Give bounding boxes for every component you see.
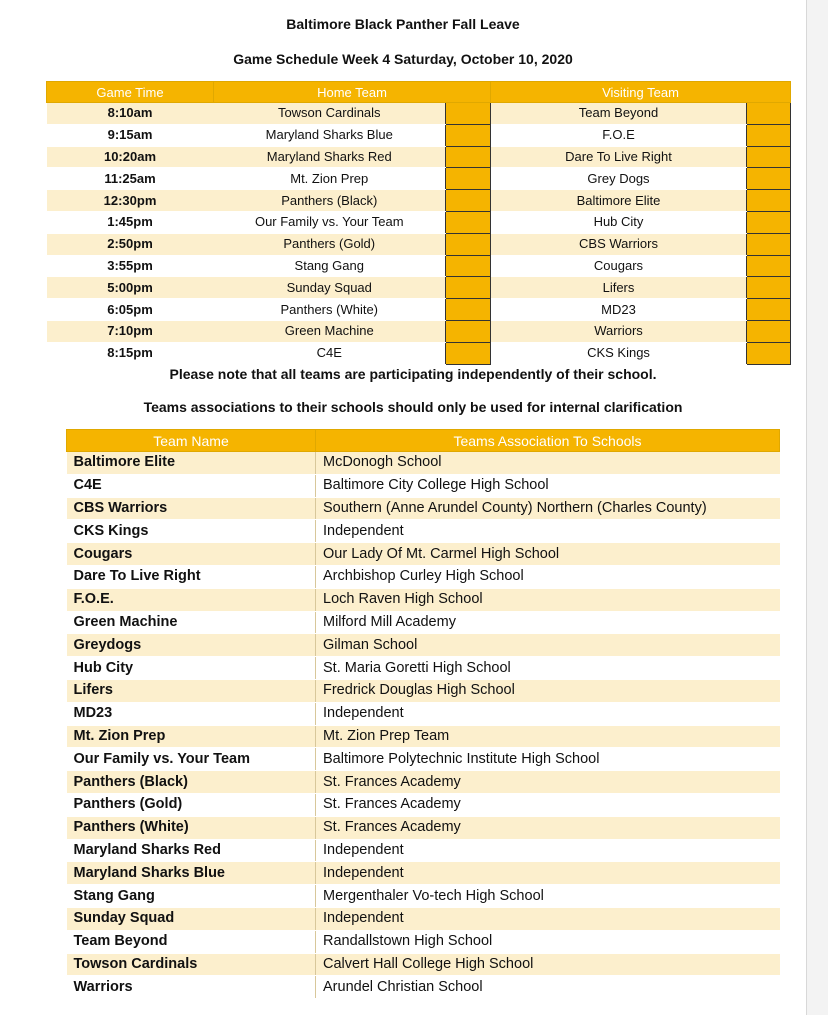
schedule-row bbox=[47, 190, 791, 212]
association-row bbox=[67, 679, 780, 702]
school-association: St. Frances Academy bbox=[316, 816, 780, 839]
association-row bbox=[67, 885, 780, 908]
header-team-name: Team Name bbox=[67, 430, 316, 452]
visiting-score-box bbox=[747, 342, 791, 364]
visiting-team: Cougars bbox=[491, 255, 747, 277]
game-time: 8:15pm bbox=[47, 342, 214, 364]
game-time: 12:30pm bbox=[47, 190, 214, 212]
school-association: Independent bbox=[316, 839, 780, 862]
header-home-team: Home Team bbox=[214, 82, 491, 103]
association-row bbox=[67, 634, 780, 657]
school-association: Baltimore City College High School bbox=[316, 474, 780, 497]
schedule-row bbox=[47, 211, 791, 233]
association-row bbox=[67, 474, 780, 497]
schedule-row bbox=[47, 168, 791, 190]
school-association: Independent bbox=[316, 702, 780, 725]
school-association: Randallstown High School bbox=[316, 930, 780, 953]
school-association: Loch Raven High School bbox=[316, 588, 780, 611]
home-score-box bbox=[446, 320, 491, 342]
school-association: Mt. Zion Prep Team bbox=[316, 725, 780, 748]
home-score-box bbox=[446, 124, 491, 146]
schedule-row bbox=[47, 299, 791, 321]
team-name: Stang Gang bbox=[67, 885, 316, 908]
home-score-box bbox=[446, 190, 491, 212]
home-score-box bbox=[446, 233, 491, 255]
association-row bbox=[67, 839, 780, 862]
home-score-box bbox=[446, 168, 491, 190]
visiting-team: MD23 bbox=[491, 299, 747, 321]
visiting-score-box bbox=[747, 277, 791, 299]
visiting-team: F.O.E bbox=[491, 124, 747, 146]
league-title: Baltimore Black Panther Fall Leave bbox=[286, 16, 520, 32]
school-association: St. Frances Academy bbox=[316, 771, 780, 794]
visiting-score-box bbox=[747, 320, 791, 342]
home-team: Our Family vs. Your Team bbox=[214, 211, 446, 233]
school-association: Independent bbox=[316, 862, 780, 885]
school-association: McDonogh School bbox=[316, 452, 780, 475]
game-time: 3:55pm bbox=[47, 255, 214, 277]
school-association: Independent bbox=[316, 520, 780, 543]
schedule-row bbox=[47, 320, 791, 342]
school-association: Calvert Hall College High School bbox=[316, 953, 780, 976]
home-team: C4E bbox=[214, 342, 446, 364]
team-name: Hub City bbox=[67, 657, 316, 680]
visiting-score-box bbox=[747, 299, 791, 321]
team-name: Panthers (White) bbox=[67, 816, 316, 839]
header-game-time: Game Time bbox=[47, 82, 214, 103]
visiting-score-box bbox=[747, 168, 791, 190]
home-team: Mt. Zion Prep bbox=[214, 168, 446, 190]
team-name: Maryland Sharks Blue bbox=[67, 862, 316, 885]
team-name: Green Machine bbox=[67, 611, 316, 634]
visiting-team: Hub City bbox=[491, 211, 747, 233]
school-association: St. Maria Goretti High School bbox=[316, 657, 780, 680]
game-time: 2:50pm bbox=[47, 233, 214, 255]
school-association: Gilman School bbox=[316, 634, 780, 657]
association-row bbox=[67, 611, 780, 634]
visiting-team: Dare To Live Right bbox=[491, 146, 747, 168]
team-name: Lifers bbox=[67, 679, 316, 702]
visiting-team: Team Beyond bbox=[491, 103, 747, 125]
school-association: Mergenthaler Vo-tech High School bbox=[316, 885, 780, 908]
association-row bbox=[67, 565, 780, 588]
visiting-score-box bbox=[747, 255, 791, 277]
team-name: F.O.E. bbox=[67, 588, 316, 611]
visiting-team: Grey Dogs bbox=[491, 168, 747, 190]
team-name: Maryland Sharks Red bbox=[67, 839, 316, 862]
game-time: 10:20am bbox=[47, 146, 214, 168]
team-name: Towson Cardinals bbox=[67, 953, 316, 976]
independence-note: Please note that all teams are participating independently of their school. bbox=[169, 366, 657, 382]
game-time: 5:00pm bbox=[47, 277, 214, 299]
association-row bbox=[67, 976, 780, 999]
game-time: 11:25am bbox=[47, 168, 214, 190]
header-school-association: Teams Association To Schools bbox=[316, 430, 780, 452]
association-row bbox=[67, 748, 780, 771]
home-score-box bbox=[446, 146, 491, 168]
schedule-row bbox=[47, 146, 791, 168]
home-team: Panthers (Gold) bbox=[214, 233, 446, 255]
association-row bbox=[67, 657, 780, 680]
school-association: Milford Mill Academy bbox=[316, 611, 780, 634]
game-time: 8:10am bbox=[47, 103, 214, 125]
home-team: Stang Gang bbox=[214, 255, 446, 277]
home-score-box bbox=[446, 211, 491, 233]
game-time: 1:45pm bbox=[47, 211, 214, 233]
association-row bbox=[67, 520, 780, 543]
clarification-note: Teams associations to their schools should only be used for internal clarification bbox=[143, 399, 683, 415]
game-time: 7:10pm bbox=[47, 320, 214, 342]
association-row bbox=[67, 543, 780, 566]
association-row bbox=[67, 816, 780, 839]
game-time: 9:15am bbox=[47, 124, 214, 146]
association-row bbox=[67, 907, 780, 930]
home-team: Maryland Sharks Red bbox=[214, 146, 446, 168]
home-team: Sunday Squad bbox=[214, 277, 446, 299]
home-score-box bbox=[446, 255, 491, 277]
association-row bbox=[67, 497, 780, 520]
visiting-score-box bbox=[747, 124, 791, 146]
association-row bbox=[67, 953, 780, 976]
team-name: C4E bbox=[67, 474, 316, 497]
team-name: Baltimore Elite bbox=[67, 452, 316, 475]
home-team: Towson Cardinals bbox=[214, 103, 446, 125]
team-name: Greydogs bbox=[67, 634, 316, 657]
team-name: CBS Warriors bbox=[67, 497, 316, 520]
school-association: Southern (Anne Arundel County) Northern (Charles County) bbox=[316, 497, 780, 520]
association-row bbox=[67, 588, 780, 611]
school-association: Archbishop Curley High School bbox=[316, 565, 780, 588]
team-name: Team Beyond bbox=[67, 930, 316, 953]
association-row bbox=[67, 702, 780, 725]
association-header-row bbox=[67, 430, 780, 452]
team-name: Mt. Zion Prep bbox=[67, 725, 316, 748]
school-association: St. Frances Academy bbox=[316, 793, 780, 816]
visiting-team: Lifers bbox=[491, 277, 747, 299]
home-score-box bbox=[446, 277, 491, 299]
association-row bbox=[67, 862, 780, 885]
home-team: Panthers (White) bbox=[214, 299, 446, 321]
association-row bbox=[67, 793, 780, 816]
header-visiting-team: Visiting Team bbox=[491, 82, 791, 103]
team-name: Warriors bbox=[67, 976, 316, 999]
visiting-team: Warriors bbox=[491, 320, 747, 342]
schedule-header-row bbox=[47, 82, 791, 103]
team-name: Panthers (Gold) bbox=[67, 793, 316, 816]
association-row bbox=[67, 771, 780, 794]
team-association-table bbox=[66, 429, 780, 999]
game-time: 6:05pm bbox=[47, 299, 214, 321]
school-association: Fredrick Douglas High School bbox=[316, 679, 780, 702]
schedule-subtitle: Game Schedule Week 4 Saturday, October 10, 2020 bbox=[233, 51, 573, 67]
home-score-box bbox=[446, 342, 491, 364]
association-row bbox=[67, 725, 780, 748]
schedule-row bbox=[47, 103, 791, 125]
team-name: Sunday Squad bbox=[67, 907, 316, 930]
visiting-score-box bbox=[747, 211, 791, 233]
school-association: Independent bbox=[316, 907, 780, 930]
team-name: CKS Kings bbox=[67, 520, 316, 543]
team-name: MD23 bbox=[67, 702, 316, 725]
game-schedule-table bbox=[46, 81, 791, 365]
school-association: Arundel Christian School bbox=[316, 976, 780, 999]
schedule-row bbox=[47, 233, 791, 255]
team-name: Our Family vs. Your Team bbox=[67, 748, 316, 771]
home-score-box bbox=[446, 103, 491, 125]
association-row bbox=[67, 452, 780, 475]
team-name: Panthers (Black) bbox=[67, 771, 316, 794]
visiting-score-box bbox=[747, 103, 791, 125]
visiting-score-box bbox=[747, 233, 791, 255]
visiting-score-box bbox=[747, 190, 791, 212]
team-name: Cougars bbox=[67, 543, 316, 566]
visiting-score-box bbox=[747, 146, 791, 168]
association-row bbox=[67, 930, 780, 953]
visiting-team: CKS Kings bbox=[491, 342, 747, 364]
schedule-row bbox=[47, 277, 791, 299]
schedule-row bbox=[47, 342, 791, 364]
schedule-row bbox=[47, 124, 791, 146]
schedule-row bbox=[47, 255, 791, 277]
visiting-team: CBS Warriors bbox=[491, 233, 747, 255]
home-team: Maryland Sharks Blue bbox=[214, 124, 446, 146]
team-name: Dare To Live Right bbox=[67, 565, 316, 588]
school-association: Baltimore Polytechnic Institute High School bbox=[316, 748, 780, 771]
home-team: Panthers (Black) bbox=[214, 190, 446, 212]
home-score-box bbox=[446, 299, 491, 321]
visiting-team: Baltimore Elite bbox=[491, 190, 747, 212]
school-association: Our Lady Of Mt. Carmel High School bbox=[316, 543, 780, 566]
home-team: Green Machine bbox=[214, 320, 446, 342]
